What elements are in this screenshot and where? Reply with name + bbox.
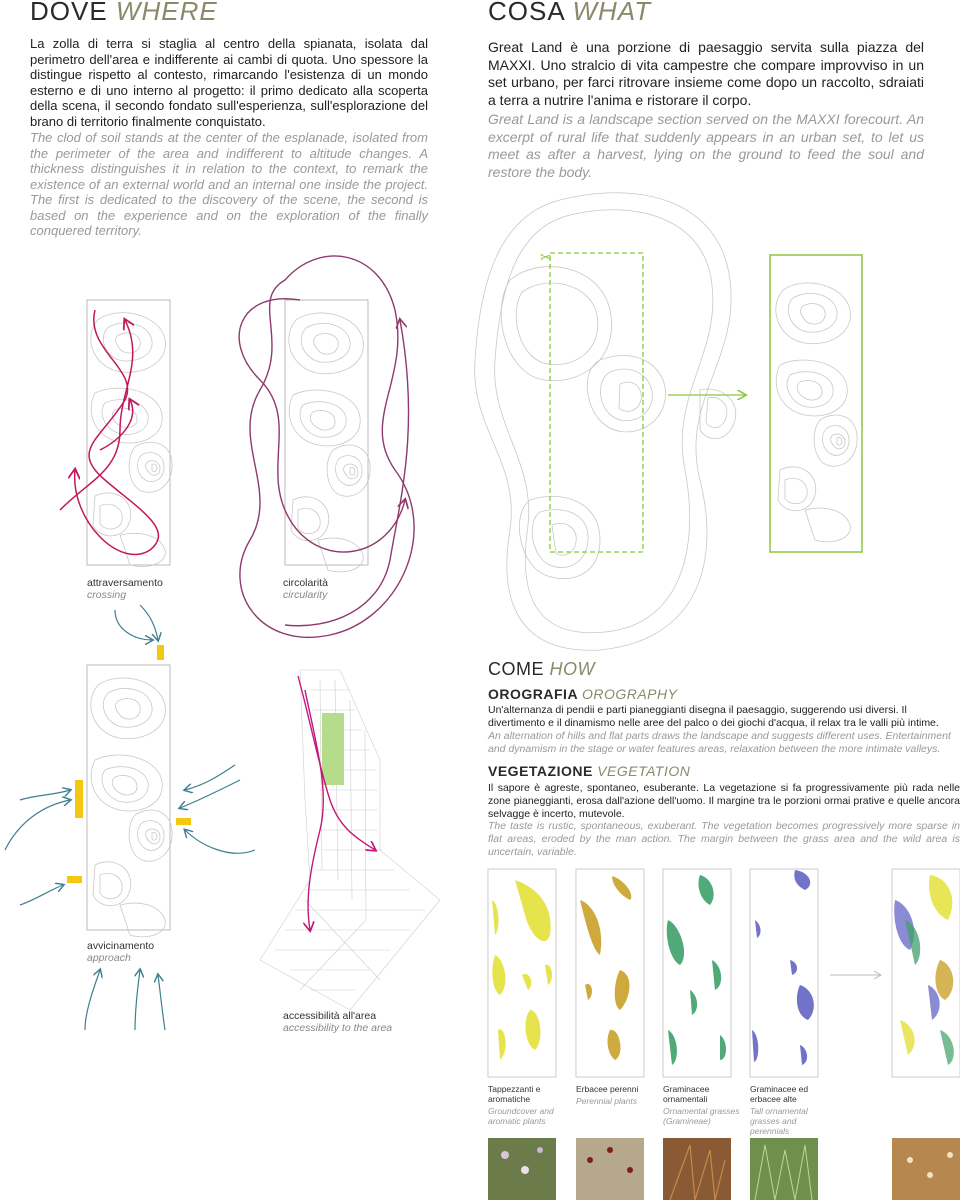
plant-layer-grasses [663,869,731,1077]
plant-label-perennials-it: Erbacee perenni [576,1084,639,1094]
plant-label-perennials [576,1084,656,1106]
dove-text-it: La zolla di terra si staglia al centro della spianata, isolata dal perimetro dell'area e indifferente ai cambi di quota. Uno spessore la distingue rispetto al contesto, rimarcando l'esistenza di un mondo esterno e di uno interno al progetto: il primo dedicato alla scoperta della scena, il secondo fondato sull'esperienza, sull'esplorazione del brano di territorio finalmente conquistato. [30,36,428,129]
plant-label-groundcover-en: Groundcover and aromatic plants [488,1106,554,1126]
crossing-diagram [60,300,172,566]
vegetation-text-it: Il sapore è agreste, spontaneo, esuberante. La vegetazione si fa progressivamente più rada nelle zone pianeggianti, erosa dall'azione dell'uomo. Il margine tra le porzioni ormai prative e quelle ancora selvagge è incerto, mutevole. [488,782,960,820]
combined-photo [892,1138,960,1200]
orography-title-en: OROGRAPHY [581,686,678,702]
approach-diagram [5,605,255,1030]
orography-title [488,686,677,702]
great-land-contour-map [475,193,736,650]
label-crossing [87,577,163,601]
label-approach-en: approach [87,952,131,964]
dove-title-en: WHERE [115,0,218,26]
vegetation-layers [488,869,960,1077]
label-crossing-en: crossing [87,589,127,601]
plant-label-tall-grasses [750,1084,830,1136]
plant-label-perennials-en: Perennial plants [576,1096,637,1106]
label-accessibility-en: accessibility to the area [283,1022,393,1034]
vegetation-title-en: VEGETATION [597,763,691,779]
label-approach-it: avvicinamento [87,940,155,952]
vegetation-title-it: VEGETAZIONE [488,763,593,779]
orography-text-it: Un'alternanza di pendii e parti pianeggianti disegna il paesaggio, suggerendo usi diversi. Il divertimento e il dinamismo nelle aree del palco o dei giochi d'acqua, il relax tra le valli più intime. [488,704,939,729]
label-circularity [283,577,328,601]
label-crossing-it: attraversamento [87,577,163,589]
plant-layer-groundcover [488,869,556,1077]
vegetation-text-en: The taste is rustic, spontaneous, exuberant. The vegetation becomes progressively more sparse in flat areas, eroded by the man action. The margin between the grass area and the wild area is uncertain, variable. [488,820,960,858]
plant-label-tall-grasses-en: Tall ornamental grasses and perennials [750,1106,808,1136]
plant-label-groundcover-it: Tappezzanti e aromatiche [488,1084,541,1104]
plant-layer-combined [892,869,960,1077]
vegetation-title [488,763,690,779]
plant-photos [488,1138,960,1200]
label-accessibility-it: accessibilità all'area [283,1010,377,1022]
come-title-it: COME [488,659,544,679]
plant-label-grasses [663,1084,743,1126]
scissors-icon: ✂ [540,250,552,266]
great-land-extract [770,255,862,552]
come-title-en: HOW [549,659,596,679]
cosa-text-en: Great Land is a landscape section served on the MAXXI forecourt. An excerpt of rural life that suddenly appears in an urban set, to let us meet as after a harvest, lying on the ground to feed the soul and restore the body. [488,111,924,180]
orography-text-en: An alternation of hills and flat parts draws the landscape and suggests different uses. Entertainment and dynamism in the stage or water features areas, relaxation between the more intimate valleys. [488,730,951,755]
come-title [488,659,595,680]
dove-title-it: DOVE [30,0,108,26]
plant-label-grasses-en: Ornamental grasses (Gramineae) [663,1106,740,1126]
cosa-title-it: COSA [488,0,565,26]
plant-label-groundcover [488,1084,568,1126]
cut-selection [540,250,643,552]
orography-title-it: OROGRAFIA [488,686,578,702]
cosa-text-it: Great Land è una porzione di paesaggio servita sulla piazza del MAXXI. Uno stralcio di vita campestre che compare improvviso in un set urbano, per farci ritrovare insieme come dopo un raccolto, sdraiati a terra a nutrire l'anima e ristorare il corpo. [488,39,924,108]
plant-label-grasses-it: Graminacee ornamentali [663,1084,710,1104]
label-accessibility [283,1010,392,1034]
plant-layer-perennials [576,869,644,1077]
plant-layer-tall-grasses [750,869,818,1077]
label-circularity-it: circolarità [283,577,328,589]
dove-text-en: The clod of soil stands at the center of the esplanade, isolated from the perimeter of the area and indifferent to altitude changes. A thickness distinguishes it in relation to the context, to remark the existence of an external world and an internal one inside the project. The first is dedicated to the discovery of the scene, the second is based on the experience and on the exploration of the finally conquered territory. [30,130,428,238]
label-circularity-en: circularity [283,589,328,601]
cosa-title-en: WHAT [572,0,652,26]
plant-label-tall-grasses-it: Graminacee ed erbacee alte [750,1084,809,1104]
label-approach [87,940,154,964]
accessibility-diagram [260,670,440,1010]
